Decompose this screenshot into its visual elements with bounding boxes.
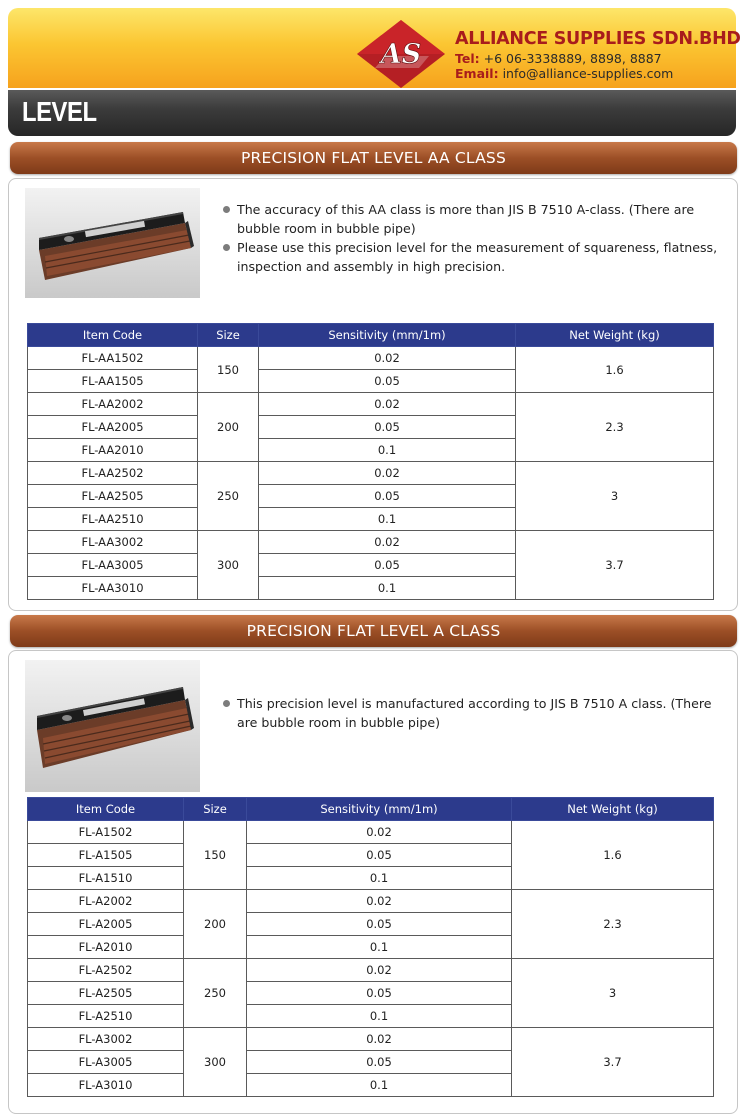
- page-title: LEVEL: [22, 96, 97, 127]
- size-cell: 150: [198, 347, 259, 393]
- net-weight-cell: 2.3: [516, 393, 714, 462]
- table-row: [28, 1028, 714, 1051]
- company-name: ALLIANCE SUPPLIES SDN.BHD: [455, 29, 741, 49]
- item-code-cell: FL-AA3010: [28, 577, 198, 600]
- column-header: Sensitivity (mm/1m): [247, 798, 512, 821]
- tel-value: +6 06-3338889, 8898, 8887: [483, 51, 662, 66]
- table-row: [28, 959, 714, 982]
- item-code-cell: FL-A2002: [28, 890, 184, 913]
- table-header-row: [28, 324, 714, 347]
- sensitivity-cell: 0.1: [247, 867, 512, 890]
- aa-class-features: [219, 200, 719, 276]
- item-code-cell: FL-AA2005: [28, 416, 198, 439]
- sensitivity-cell: 0.02: [247, 959, 512, 982]
- net-weight-cell: 3: [512, 959, 714, 1028]
- item-code-cell: FL-A2505: [28, 982, 184, 1005]
- table-row: [28, 462, 714, 485]
- column-header: Size: [184, 798, 247, 821]
- precision-level-aa-image: [25, 188, 200, 298]
- sensitivity-cell: 0.02: [259, 531, 516, 554]
- item-code-cell: FL-A2010: [28, 936, 184, 959]
- sensitivity-cell: 0.02: [259, 462, 516, 485]
- item-code-cell: FL-A3005: [28, 1051, 184, 1074]
- item-code-cell: FL-AA3002: [28, 531, 198, 554]
- column-header: Item Code: [28, 798, 184, 821]
- sensitivity-cell: 0.05: [247, 913, 512, 936]
- item-code-cell: FL-AA1505: [28, 370, 198, 393]
- column-header: Net Weight (kg): [516, 324, 714, 347]
- item-code-cell: FL-AA2010: [28, 439, 198, 462]
- item-code-cell: FL-A2502: [28, 959, 184, 982]
- net-weight-cell: 1.6: [516, 347, 714, 393]
- sensitivity-cell: 0.05: [259, 370, 516, 393]
- aa-class-spec-table: [27, 323, 714, 600]
- item-code-cell: FL-AA2505: [28, 485, 198, 508]
- sensitivity-cell: 0.02: [247, 1028, 512, 1051]
- item-code-cell: FL-A3010: [28, 1074, 184, 1097]
- table-row: [28, 890, 714, 913]
- sensitivity-cell: 0.05: [259, 416, 516, 439]
- column-header: Sensitivity (mm/1m): [259, 324, 516, 347]
- a-class-features: [219, 694, 719, 732]
- a-class-spec-table: [27, 797, 714, 1097]
- section-aa-class-title: PRECISION FLAT LEVEL AA CLASS: [241, 149, 506, 167]
- size-cell: 200: [198, 393, 259, 462]
- table-row: [28, 531, 714, 554]
- sensitivity-cell: 0.02: [259, 347, 516, 370]
- telephone-line: [455, 51, 662, 66]
- item-code-cell: FL-AA2510: [28, 508, 198, 531]
- feature-item: The accuracy of this AA class is more than JIS B 7510 A-class. (There are bubble room in bubble pipe): [219, 200, 719, 238]
- item-code-cell: FL-A1502: [28, 821, 184, 844]
- sensitivity-cell: 0.05: [247, 1051, 512, 1074]
- net-weight-cell: 3.7: [516, 531, 714, 600]
- company-header: [8, 8, 741, 88]
- email-label: Email:: [455, 66, 499, 81]
- item-code-cell: FL-AA1502: [28, 347, 198, 370]
- tel-label: Tel:: [455, 51, 480, 66]
- table-row: [28, 393, 714, 416]
- page-title-banner: [8, 90, 736, 136]
- section-aa-class-header: [10, 142, 737, 174]
- sensitivity-cell: 0.05: [259, 554, 516, 577]
- item-code-cell: FL-A2005: [28, 913, 184, 936]
- table-row: [28, 347, 714, 370]
- item-code-cell: FL-A1510: [28, 867, 184, 890]
- sensitivity-cell: 0.1: [259, 508, 516, 531]
- table-row: [28, 821, 714, 844]
- email-line: [455, 66, 673, 81]
- size-cell: 250: [184, 959, 247, 1028]
- precision-level-a-image: [25, 660, 200, 792]
- sensitivity-cell: 0.1: [247, 1074, 512, 1097]
- sensitivity-cell: 0.02: [247, 821, 512, 844]
- item-code-cell: FL-AA2002: [28, 393, 198, 416]
- feature-item: Please use this precision level for the measurement of squareness, flatness, inspection and assembly in high precision.: [219, 238, 719, 276]
- net-weight-cell: 3: [516, 462, 714, 531]
- email-value[interactable]: info@alliance-supplies.com: [502, 66, 674, 81]
- sensitivity-cell: 0.02: [259, 393, 516, 416]
- company-logo: [355, 18, 447, 90]
- size-cell: 250: [198, 462, 259, 531]
- sensitivity-cell: 0.05: [259, 485, 516, 508]
- size-cell: 300: [184, 1028, 247, 1097]
- net-weight-cell: 1.6: [512, 821, 714, 890]
- sensitivity-cell: 0.1: [247, 1005, 512, 1028]
- net-weight-cell: 2.3: [512, 890, 714, 959]
- size-cell: 150: [184, 821, 247, 890]
- item-code-cell: FL-AA3005: [28, 554, 198, 577]
- sensitivity-cell: 0.02: [247, 890, 512, 913]
- item-code-cell: FL-A1505: [28, 844, 184, 867]
- column-header: Size: [198, 324, 259, 347]
- size-cell: 300: [198, 531, 259, 600]
- section-a-class-header: [10, 615, 737, 647]
- sensitivity-cell: 0.1: [247, 936, 512, 959]
- sensitivity-cell: 0.1: [259, 577, 516, 600]
- item-code-cell: FL-AA2502: [28, 462, 198, 485]
- logo-text: AS: [380, 39, 422, 70]
- sensitivity-cell: 0.1: [259, 439, 516, 462]
- table-header-row: [28, 798, 714, 821]
- item-code-cell: FL-A2510: [28, 1005, 184, 1028]
- section-a-class-panel: [8, 650, 738, 1114]
- size-cell: 200: [184, 890, 247, 959]
- net-weight-cell: 3.7: [512, 1028, 714, 1097]
- feature-item: This precision level is manufactured according to JIS B 7510 A class. (There are bubble room in bubble pipe): [219, 694, 719, 732]
- column-header: Net Weight (kg): [512, 798, 714, 821]
- item-code-cell: FL-A3002: [28, 1028, 184, 1051]
- section-aa-class-panel: [8, 178, 738, 611]
- sensitivity-cell: 0.05: [247, 982, 512, 1005]
- section-a-class-title: PRECISION FLAT LEVEL A CLASS: [246, 622, 501, 640]
- sensitivity-cell: 0.05: [247, 844, 512, 867]
- column-header: Item Code: [28, 324, 198, 347]
